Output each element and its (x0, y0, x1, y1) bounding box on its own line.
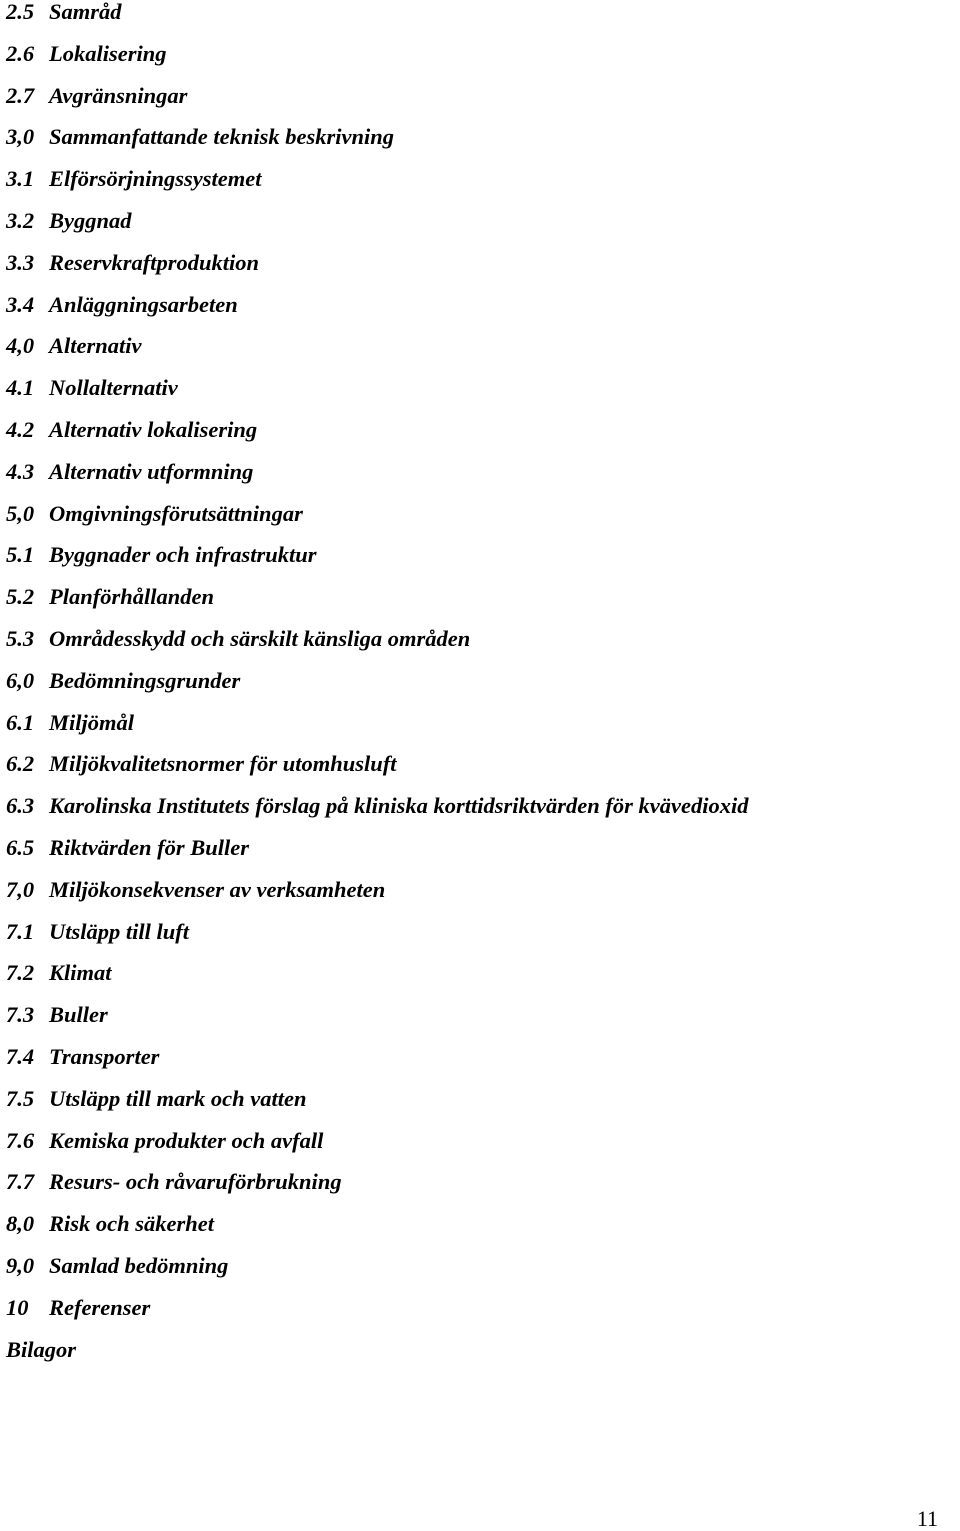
toc-entry[interactable] (6, 451, 946, 493)
toc-entry-number: 5.2 (6, 584, 35, 610)
toc-entry[interactable] (6, 1120, 946, 1162)
toc-entry-number: 3.2 (6, 207, 35, 233)
toc-entry[interactable] (6, 952, 946, 994)
toc-entry[interactable] (6, 325, 946, 367)
toc-entry[interactable] (6, 1078, 946, 1120)
toc-entry-title: Resurs- och råvaruförbrukning (49, 1169, 342, 1195)
toc-entry-title: Klimat (49, 960, 112, 986)
toc-entry-number: 7.2 (6, 960, 35, 986)
toc-entry[interactable] (6, 911, 946, 953)
toc-entry-number: 6.5 (6, 834, 35, 860)
toc-entry[interactable] (6, 702, 946, 744)
toc-entry-number: 5.1 (6, 542, 35, 568)
toc-entry-title: Byggnad (49, 207, 132, 233)
toc-entry-number: 3.3 (6, 249, 35, 275)
toc-entry[interactable] (6, 75, 946, 117)
toc-entry-title: Lokalisering (49, 40, 167, 66)
toc-entry-number: 3.4 (6, 291, 35, 317)
toc-entry-title: Sammanfattande teknisk beskrivning (49, 124, 395, 150)
toc-entry[interactable] (6, 0, 946, 33)
toc-entry-number: 4.2 (6, 416, 35, 442)
toc-entry-number: 3,0 (6, 124, 35, 150)
toc-entry-number: 3.1 (6, 166, 35, 192)
toc-entry[interactable] (6, 994, 946, 1036)
toc-entry-number: 7.5 (6, 1085, 35, 1111)
toc-entry-title: Samlad bedömning (49, 1252, 229, 1278)
toc-entry-title: Transporter (49, 1043, 160, 1069)
toc-entry[interactable] (6, 33, 946, 75)
toc-entry-number: 4.1 (6, 375, 35, 401)
toc-entry-number: 6,0 (6, 667, 35, 693)
toc-entry[interactable] (6, 1329, 946, 1371)
toc-entry[interactable] (6, 493, 946, 535)
toc-entry-number: 9,0 (6, 1252, 35, 1278)
toc-entry[interactable] (6, 743, 946, 785)
toc-entry-number: 10 (6, 1294, 29, 1320)
toc-entry-title: Nollalternativ (49, 375, 178, 401)
toc-entry-title: Alternativ lokalisering (49, 416, 258, 442)
toc-entry[interactable] (6, 660, 946, 702)
toc-entry[interactable] (6, 1245, 946, 1287)
toc-entry[interactable] (6, 1287, 946, 1329)
toc-entry[interactable] (6, 869, 946, 911)
toc-entry-title: Planförhållanden (49, 584, 215, 610)
toc-entry-number: 5.3 (6, 625, 35, 651)
toc-entry-number: 6.2 (6, 751, 35, 777)
toc-entry[interactable] (6, 827, 946, 869)
toc-entry[interactable] (6, 367, 946, 409)
page-number: 11 (916, 1506, 938, 1531)
toc-entry-title: Alternativ (49, 333, 142, 359)
toc-entry-title: Miljömål (49, 709, 135, 735)
toc-entry-title: Byggnader och infrastruktur (49, 542, 317, 568)
toc-entry-title: Referenser (49, 1294, 151, 1320)
toc-entry-title: Reservkraftproduktion (49, 249, 260, 275)
toc-entry-title: Buller (49, 1002, 108, 1028)
toc-entry-title: Bedömningsgrunder (49, 667, 241, 693)
toc-entry[interactable] (6, 1036, 946, 1078)
toc-entry-title: Utsläpp till luft (49, 918, 190, 944)
toc-entry[interactable] (6, 409, 946, 451)
toc-entry[interactable] (6, 618, 946, 660)
toc-entry-number: 2.7 (6, 82, 35, 108)
toc-entry[interactable] (6, 785, 946, 827)
toc-entry-number: 4.3 (6, 458, 35, 484)
toc-entry-title: Bilagor (6, 1336, 77, 1362)
toc-entry-title: Miljökonsekvenser av verksamheten (49, 876, 386, 902)
toc-entry-number: 6.3 (6, 793, 35, 819)
toc-entry-number: 4,0 (6, 333, 35, 359)
toc-entry[interactable] (6, 576, 946, 618)
table-of-contents (6, 0, 946, 1370)
toc-entry-number: 8,0 (6, 1211, 35, 1237)
toc-entry-number: 6.1 (6, 709, 35, 735)
toc-entry-title: Risk och säkerhet (49, 1211, 215, 1237)
toc-entry-title: Omgivningsförutsättningar (49, 500, 303, 526)
toc-entry-number: 7.1 (6, 918, 35, 944)
toc-entry[interactable] (6, 200, 946, 242)
toc-entry[interactable] (6, 242, 946, 284)
toc-entry-title: Utsläpp till mark och vatten (49, 1085, 307, 1111)
toc-entry[interactable] (6, 1161, 946, 1203)
toc-entry-title: Riktvärden för Buller (49, 834, 250, 860)
toc-entry-title: Karolinska Institutets förslag på kliniska korttidsriktvärden för kvävedioxid (49, 793, 749, 819)
toc-entry-title: Avgränsningar (49, 82, 188, 108)
toc-entry-number: 2.5 (6, 0, 35, 24)
toc-entry-number: 7.3 (6, 1002, 35, 1028)
toc-entry-title: Elförsörjningssystemet (49, 166, 262, 192)
toc-entry-number: 7.6 (6, 1127, 35, 1153)
toc-entry-title: Kemiska produkter och avfall (49, 1127, 324, 1153)
toc-entry-title: Alternativ utformning (49, 458, 254, 484)
toc-entry[interactable] (6, 116, 946, 158)
toc-entry-number: 7,0 (6, 876, 35, 902)
toc-entry[interactable] (6, 534, 946, 576)
toc-entry-title: Miljökvalitetsnormer för utomhusluft (49, 751, 397, 777)
toc-entry-title: Anläggningsarbeten (49, 291, 238, 317)
toc-entry[interactable] (6, 158, 946, 200)
toc-entry[interactable] (6, 284, 946, 326)
toc-entry-number: 7.4 (6, 1043, 35, 1069)
toc-entry-number: 5,0 (6, 500, 35, 526)
toc-entry-title: Områdesskydd och särskilt känsliga områden (49, 625, 471, 651)
toc-entry[interactable] (6, 1203, 946, 1245)
toc-entry-number: 2.6 (6, 40, 35, 66)
toc-entry-title: Samråd (49, 0, 122, 24)
toc-entry-number: 7.7 (6, 1169, 35, 1195)
